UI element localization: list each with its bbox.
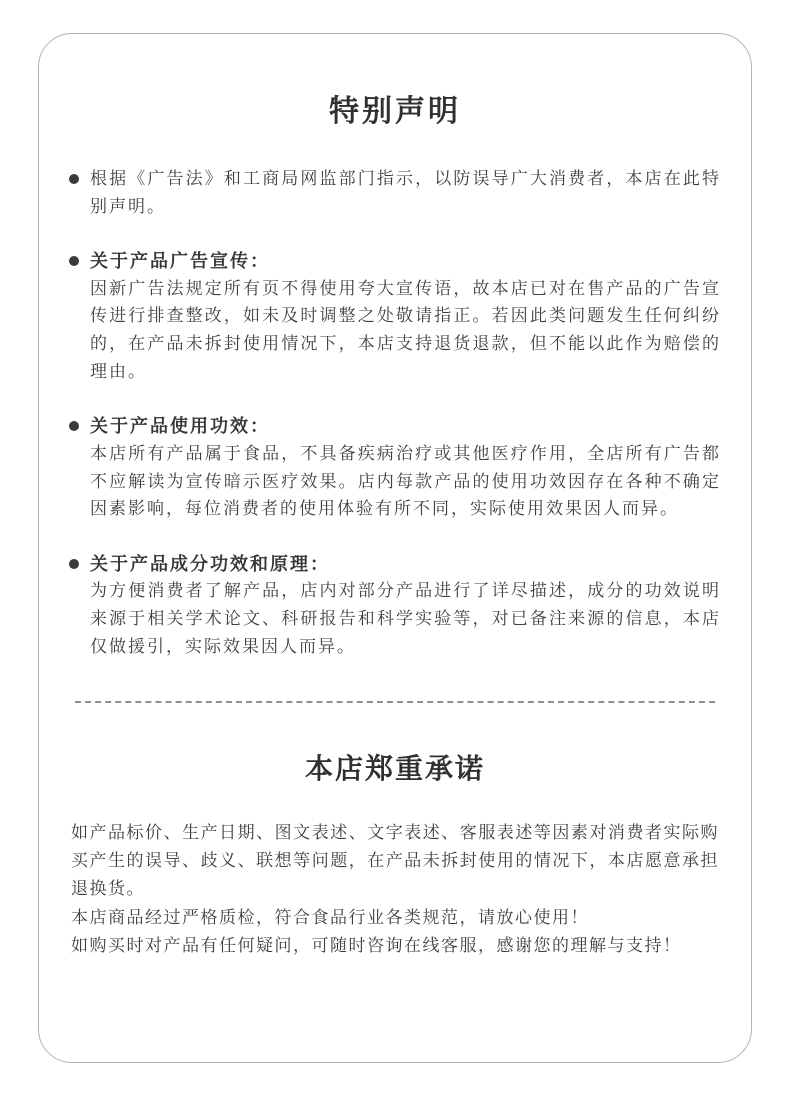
bullet-icon: [69, 421, 79, 431]
promise-title: 本店郑重承诺: [304, 752, 485, 786]
section-content: [90, 551, 721, 661]
bullet-icon: [69, 256, 79, 266]
bullet-icon: [69, 559, 79, 569]
advertising-text: 因新广告法规定所有页不得使用夸大宣传语，故本店已对在售产品的广告宣传进行排查整改，如未及时调整之处敬请指正。若因此类问题发生任何纠纷的，在产品未拆封使用情况下，本店支持退货退款，但不能以此作为赔偿的理由。: [90, 278, 721, 382]
disclaimer-card: [38, 33, 752, 1063]
advertising-heading: 关于产品广告宣传：: [90, 251, 270, 273]
section-content: [90, 166, 721, 221]
ingredients-heading: 关于产品成分功效和原理：: [90, 553, 330, 575]
statement-intro-section: [69, 166, 721, 221]
advertising-section: [69, 248, 721, 386]
section-content: [90, 413, 721, 523]
section-content: [90, 248, 721, 386]
bullet-icon: [69, 174, 79, 184]
promise-line: 如产品标价、生产日期、图文表述、文字表述、客服表述等因素对消费者实际购买产生的误导、歧义、联想等问题，在产品未拆封使用的情况下，本店愿意承担退换货。: [71, 823, 719, 900]
page-title: 特别声明: [329, 94, 461, 129]
ingredients-text: 为方便消费者了解产品，店内对部分产品进行了详尽描述，成分的功效说明来源于相关学术论文、科研报告和科学实验等，对已备注来源的信息，本店仅做援引，实际效果因人而异。: [90, 581, 721, 657]
efficacy-section: [69, 413, 721, 523]
promise-line: 如购买时对产品有任何疑问，可随时咨询在线客服，感谢您的理解与支持！: [71, 935, 682, 956]
intro-text: 根据《广告法》和工商局网监部门指示，以防误导广大消费者，本店在此特别声明。: [90, 169, 721, 217]
dashed-divider: [75, 701, 715, 703]
promise-line: 本店商品经过严格质检，符合食品行业各类规范，请放心使用！: [71, 907, 589, 928]
ingredients-section: [69, 551, 721, 661]
efficacy-heading: 关于产品使用功效：: [90, 416, 270, 438]
efficacy-text: 本店所有产品属于食品，不具备疾病治疗或其他医疗作用，全店所有广告都不应解读为宣传暗示医疗效果。店内每款产品的使用功效因存在各种不确定因素影响，每位消费者的使用体验有所不同，实际使用效果因人而异。: [90, 443, 721, 520]
promise-block: [69, 819, 721, 960]
